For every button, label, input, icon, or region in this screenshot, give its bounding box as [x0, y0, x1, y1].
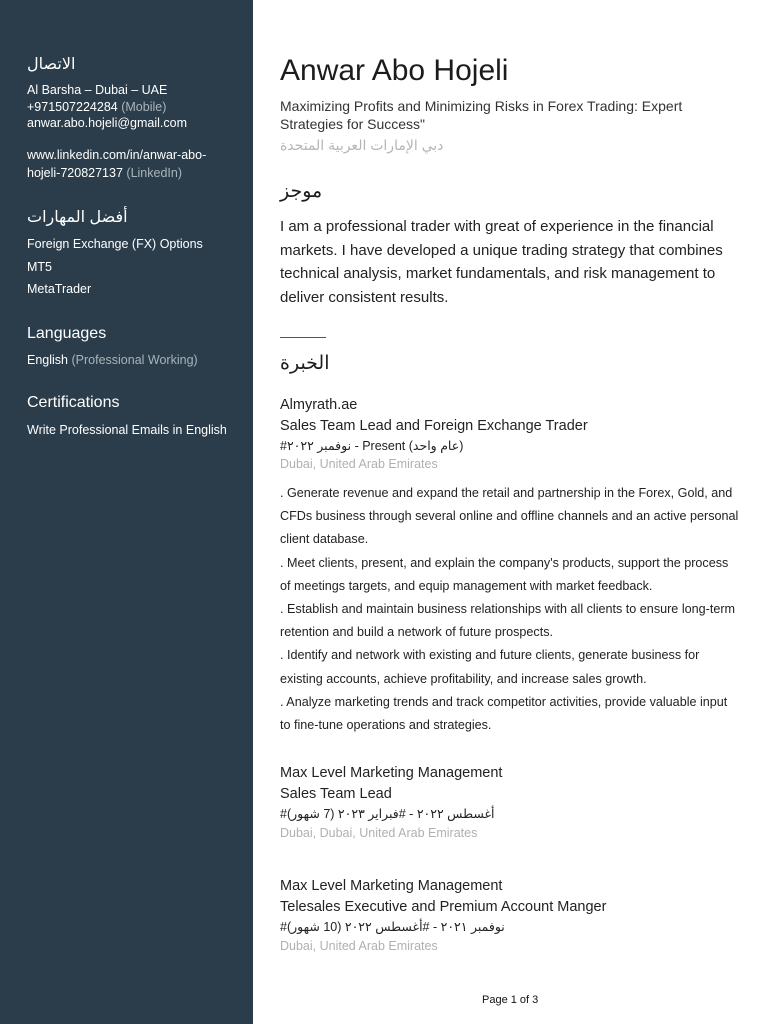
- job-bullet: . Identify and network with existing and future clients, generate business for existing accounts, achieve profitability, and increase sales growth.: [280, 648, 700, 686]
- page-indicator: Page 1 of 3: [482, 994, 539, 1006]
- certification-item: Write Professional Emails in English: [27, 423, 227, 437]
- job-location: Dubai, United Arab Emirates: [280, 939, 438, 953]
- job-bullet: . Establish and maintain business relationships with all clients to ensure long-term retention and build a network of future prospects.: [280, 602, 736, 640]
- job-role: Sales Team Lead and Foreign Exchange Trader: [280, 418, 588, 434]
- language-name: English: [27, 353, 68, 367]
- job-bullets: [280, 482, 740, 737]
- phone-line: [27, 100, 166, 114]
- skills-heading: أفضل المهارات: [27, 209, 128, 226]
- sidebar: [0, 0, 253, 1024]
- skill-item: MT5: [27, 260, 52, 274]
- skill-item: Foreign Exchange (FX) Options: [27, 237, 203, 251]
- phone-number[interactable]: +971507224284: [27, 100, 118, 114]
- job-role: Telesales Executive and Premium Account Manger: [280, 899, 607, 915]
- language-level: (Professional Working): [71, 353, 198, 367]
- languages-heading: Languages: [27, 325, 107, 342]
- certifications-heading: Certifications: [27, 394, 120, 411]
- summary-heading: موجز: [280, 181, 323, 202]
- linkedin-link-cont[interactable]: hojeli-720827137: [27, 166, 123, 180]
- candidate-name: Anwar Abo Hojeli: [280, 54, 509, 87]
- phone-type: (Mobile): [121, 100, 167, 114]
- job-dates: #نوفمبر ٢٠٢٢ - Present (عام واحد): [280, 439, 464, 453]
- email-link[interactable]: anwar.abo.hojeli@gmail.com: [27, 116, 187, 130]
- experience-heading: الخبرة: [280, 353, 330, 374]
- job-bullet: . Generate revenue and expand the retail and partnership in the Forex, Gold, and CFDs business through several online and offline channels and an active personal client database.: [280, 486, 739, 547]
- linkedin-type: (LinkedIn): [126, 166, 182, 180]
- job-company: Almyrath.ae: [280, 397, 358, 413]
- job-bullet: . Analyze marketing trends and track competitor activities, provide valuable input to fine-tune operations and strategies.: [280, 694, 728, 733]
- language-line: [27, 353, 198, 367]
- linkedin-link[interactable]: www.linkedin.com/in/anwar-abo-: [27, 148, 207, 162]
- job-company: Max Level Marketing Management: [280, 878, 503, 894]
- job-dates: #أغسطس ٢٠٢٢ - #فبراير ٢٠٢٣ (7 شهور): [280, 807, 495, 821]
- job-location: Dubai, Dubai, United Arab Emirates: [280, 826, 478, 840]
- job-location: Dubai, United Arab Emirates: [280, 457, 438, 471]
- job-company: Max Level Marketing Management: [280, 765, 503, 781]
- headline: Maximizing Profits and Minimizing Risks in Forex Trading: Expert Strategies for Success": [280, 98, 683, 132]
- linkedin-line-2: [27, 166, 182, 180]
- contact-heading: الاتصال: [27, 56, 76, 73]
- divider: [280, 337, 326, 338]
- skill-item: MetaTrader: [27, 282, 92, 296]
- job-role: Sales Team Lead: [280, 786, 392, 802]
- summary-text: I am a professional trader with great of experience in the financial markets. I have developed a unique trading strategy that combines technical analysis, market fundamentals, and risk management to deliver consistent results.: [280, 218, 723, 306]
- address: Al Barsha – Dubai – UAE: [27, 83, 168, 97]
- location: دبي الإمارات العربية المتحدة: [280, 137, 444, 153]
- job-bullet: . Meet clients, present, and explain the company's products, support the process of meetings targets, and equip management with market feedback.: [280, 555, 729, 593]
- job-dates: #نوفمبر ٢٠٢١ - #أغسطس ٢٠٢٢ (10 شهور): [280, 920, 505, 934]
